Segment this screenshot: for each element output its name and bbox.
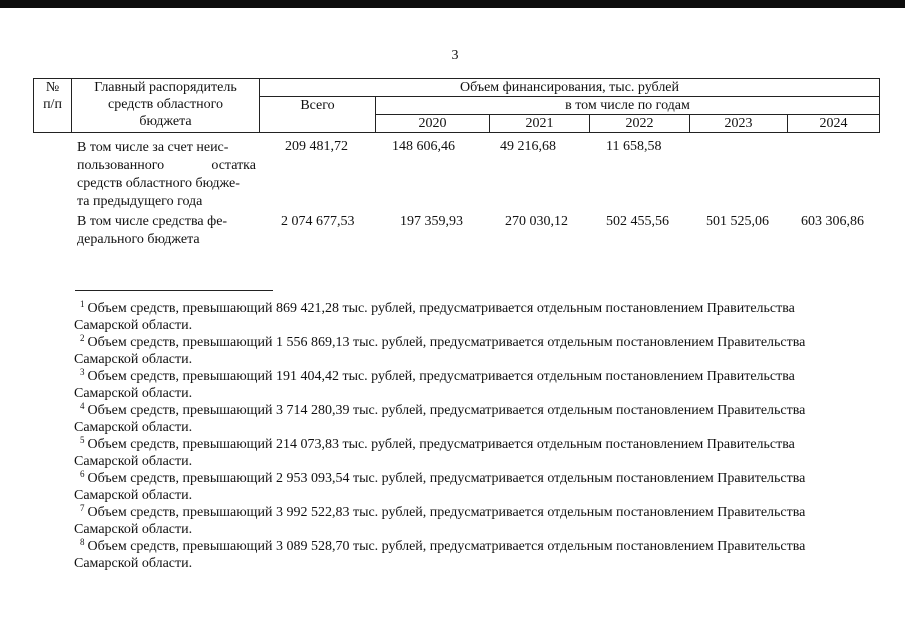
footnote xyxy=(74,330,874,368)
row-total: 2 074 677,53 xyxy=(281,214,355,229)
row-total: 209 481,72 xyxy=(285,139,348,154)
row-name xyxy=(77,139,256,211)
footnote-text-cont: Самарской области. xyxy=(74,420,193,435)
footnote-mark: 2 xyxy=(80,333,85,343)
table-row xyxy=(0,139,905,211)
header-num-cell xyxy=(34,79,72,133)
footnote-text-cont: Самарской области. xyxy=(74,454,193,469)
row-value-2020: 148 606,46 xyxy=(392,139,455,154)
header-name-line-1: Главный распорядитель xyxy=(94,80,237,95)
footnote-mark: 7 xyxy=(80,503,85,513)
footnote-mark: 5 xyxy=(80,435,85,445)
table-row xyxy=(0,213,905,249)
footnote-text: Объем средств, превышающий 214 073,83 тыс. рублей, предусматривается отдельным постановлением Правительства xyxy=(87,437,795,452)
header-name-line-2: средств областного xyxy=(107,97,223,112)
header-funding-title: Объем финансирования, тыс. рублей xyxy=(260,79,880,97)
footnote-text: Объем средств, превышающий 1 556 869,13 тыс. рублей, предусматривается отдельным постановлением Правительства xyxy=(87,335,806,350)
header-by-years: в том числе по годам xyxy=(376,97,880,115)
footnote-text: Объем средств, превышающий 3 714 280,39 тыс. рублей, предусматривается отдельным постановлением Правительства xyxy=(87,403,806,418)
funding-table-header xyxy=(33,78,880,133)
header-year-2020: 2020 xyxy=(376,115,490,133)
footnote xyxy=(74,398,874,436)
row-name-line: В том числе за счет неис- xyxy=(77,140,229,155)
top-border-bar xyxy=(0,0,905,8)
header-name-cell xyxy=(72,79,260,133)
footnote-mark: 3 xyxy=(80,367,85,377)
footnote xyxy=(74,364,874,402)
footnote-text: Объем средств, превышающий 3 992 522,83 тыс. рублей, предусматривается отдельным постановлением Правительства xyxy=(87,505,806,520)
footnote-text: Объем средств, превышающий 869 421,28 тыс. рублей, предусматривается отдельным постановлением Правительства xyxy=(87,301,795,316)
row-name-line: та предыдущего года xyxy=(77,194,203,209)
footnote xyxy=(74,296,874,334)
footnote xyxy=(74,432,874,470)
header-name-line-3: бюджета xyxy=(139,114,192,129)
footnote xyxy=(74,466,874,504)
footnote xyxy=(74,534,874,572)
footnote-text-cont: Самарской области. xyxy=(74,386,193,401)
row-value-2020: 197 359,93 xyxy=(400,214,463,229)
row-value-2021: 270 030,12 xyxy=(505,214,568,229)
footnote-text-cont: Самарской области. xyxy=(74,488,193,503)
row-value-2022: 502 455,56 xyxy=(606,214,669,229)
footnote xyxy=(74,500,874,538)
footnote-text-cont: Самарской области. xyxy=(74,318,193,333)
footnote-mark: 6 xyxy=(80,469,85,479)
footnote-mark: 8 xyxy=(80,537,85,547)
footnote-mark: 4 xyxy=(80,401,85,411)
footnote-text-cont: Самарской области. xyxy=(74,556,193,571)
header-year-2022: 2022 xyxy=(590,115,690,133)
row-value-2024: 603 306,86 xyxy=(801,214,864,229)
row-name xyxy=(77,213,256,249)
footnote-text: Объем средств, превышающий 2 953 093,54 тыс. рублей, предусматривается отдельным постановлением Правительства xyxy=(87,471,806,486)
header-year-2024: 2024 xyxy=(788,115,880,133)
header-year-2021: 2021 xyxy=(490,115,590,133)
header-total: Всего xyxy=(260,97,376,133)
row-name-line: дерального бюджета xyxy=(77,232,200,247)
row-name-line: средств областного бюдже- xyxy=(77,176,240,191)
header-num-line-2: п/п xyxy=(43,97,62,112)
row-name-line: В том числе средства фе- xyxy=(77,214,228,229)
footnote-text-cont: Самарской области. xyxy=(74,352,193,367)
footnote-text-cont: Самарской области. xyxy=(74,522,193,537)
footnote-text: Объем средств, превышающий 3 089 528,70 тыс. рублей, предусматривается отдельным постановлением Правительства xyxy=(87,539,806,554)
row-name-line: пользованного остатка xyxy=(77,158,256,173)
page-number: 3 xyxy=(451,48,459,63)
row-value-2022: 11 658,58 xyxy=(606,139,662,154)
footnote-text: Объем средств, превышающий 191 404,42 тыс. рублей, предусматривается отдельным постановлением Правительства xyxy=(87,369,795,384)
footnote-separator xyxy=(75,290,273,291)
row-value-2023: 501 525,06 xyxy=(706,214,769,229)
header-num-line-1: № xyxy=(45,80,60,95)
row-value-2021: 49 216,68 xyxy=(500,139,556,154)
footnote-mark: 1 xyxy=(80,299,85,309)
header-year-2023: 2023 xyxy=(690,115,788,133)
